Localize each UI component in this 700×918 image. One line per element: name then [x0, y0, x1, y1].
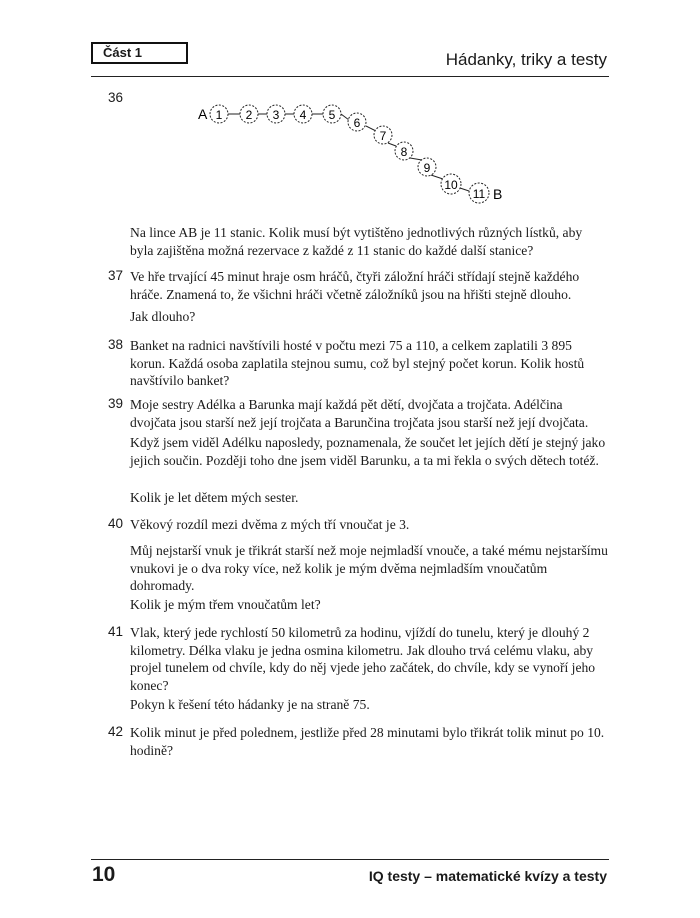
question-37-text-2: Jak dlouho? [130, 309, 196, 324]
book-title: IQ testy – matematické kvízy a testy [368, 868, 607, 884]
station-line-diagram [190, 92, 510, 208]
question-number-40: 40 [108, 516, 124, 531]
part-label: Část 1 [103, 45, 143, 60]
question-40-text: Věkový rozdíl mezi dvěma z mých tří vnoučat je 3. [130, 517, 410, 532]
question-number-41: 41 [108, 624, 124, 639]
station-4 [294, 105, 312, 123]
station-label: 10 [444, 178, 458, 192]
question-39-text: Moje sestry Adélka a Barunka mají každá pět dětí, dvojčata a trojčata. Adélčina dvojčata jsou starší než její trojčata a Barunčina trojčata jsou starší než její dvojčata. [130, 397, 589, 430]
station-9 [418, 158, 436, 176]
station-label: 5 [328, 108, 336, 122]
station-7 [374, 126, 392, 144]
station-label: 8 [400, 145, 408, 159]
question-36-text: Na lince AB je 11 stanic. Kolik musí být vytištěno jednotlivých různých lístků, aby byla zajištěna možná rezervace z každé z 11 stanic do každé další stanice? [130, 225, 583, 258]
question-41-text-2: Pokyn k řešení této hádanky je na straně 75. [130, 697, 370, 712]
page-number: 10 [92, 863, 116, 886]
station-10 [441, 174, 461, 194]
question-41-text: Vlak, který jede rychlostí 50 kilometrů za hodinu, vjíždí do tunelu, který je dlouhý 2 kilometry. Délka vlaku je jedna osmina kilometru. Jak dlouho trvá celému vlaku, aby projel tunelem od chvíle, kdy do něj vjede jeho začátek, do chvíle, kdy se vynoří jeho konec? [130, 625, 596, 693]
station-label: 2 [245, 108, 253, 122]
diagram-connectors [227, 114, 469, 191]
question-40-text-3: Kolik je mým třem vnoučatům let? [130, 597, 321, 612]
station-label: 3 [272, 108, 280, 122]
station-label: 4 [299, 108, 307, 122]
question-42-text: Kolik minut je před polednem, jestliže před 28 minutami bylo třikrát tolik minut po 10. hodině? [130, 725, 605, 758]
station-label: 1 [215, 108, 223, 122]
station-11 [469, 183, 489, 203]
part-label-box [91, 42, 188, 64]
station-label: 9 [423, 161, 431, 175]
question-number-38: 38 [108, 337, 124, 352]
station-6 [348, 113, 366, 131]
question-number-42: 42 [108, 724, 124, 739]
question-number-39: 39 [108, 396, 124, 411]
station-label: 7 [379, 129, 387, 143]
station-8 [395, 142, 413, 160]
station-label: 6 [353, 116, 361, 130]
question-number-37: 37 [108, 268, 124, 283]
question-39-text-2: Když jsem viděl Adélku naposledy, poznamenala, že součet let jejích dětí je stejný jako jejich součin. Později toho dne jsem viděl Barunku, a ta mi řekla o svých dětech totéž. [130, 435, 606, 468]
question-39-text-3: Kolik je let dětem mých sester. [130, 490, 299, 505]
diagram-label-a: A [198, 106, 208, 122]
station-1 [210, 105, 228, 123]
question-38-text: Banket na radnici navštívili hosté v počtu mezi 75 a 110, a celkem zaplatili 3 895 korun. Každá osoba zaplatila stejnou sumu, což byl stejný počet korun. Kolik hostů navštívilo banket? [130, 338, 585, 388]
question-37-text: Ve hře trvající 45 minut hraje osm hráčů, čtyři záložní hráči střídají stejně každého hráče. Znamená to, že všichni hráči včetně záložníků jsou na hřišti stejně dlouho. [130, 269, 580, 302]
question-40-text-2: Můj nejstarší vnuk je třikrát starší než moje nejmladší vnouče, a také mému nejstaršímu vnukovi je o dva roky více, než kolik je mým dvěma nejmladším vnoučatům dohromady. [130, 543, 608, 593]
station-2 [240, 105, 258, 123]
diagram-label-b: B [493, 186, 503, 202]
station-3 [267, 105, 285, 123]
station-5 [323, 105, 341, 123]
footer-rule [91, 859, 609, 860]
station-label: 11 [472, 187, 486, 201]
header-rule [91, 76, 609, 77]
chapter-title: Hádanky, triky a testy [445, 50, 607, 69]
question-number-36: 36 [108, 90, 124, 105]
